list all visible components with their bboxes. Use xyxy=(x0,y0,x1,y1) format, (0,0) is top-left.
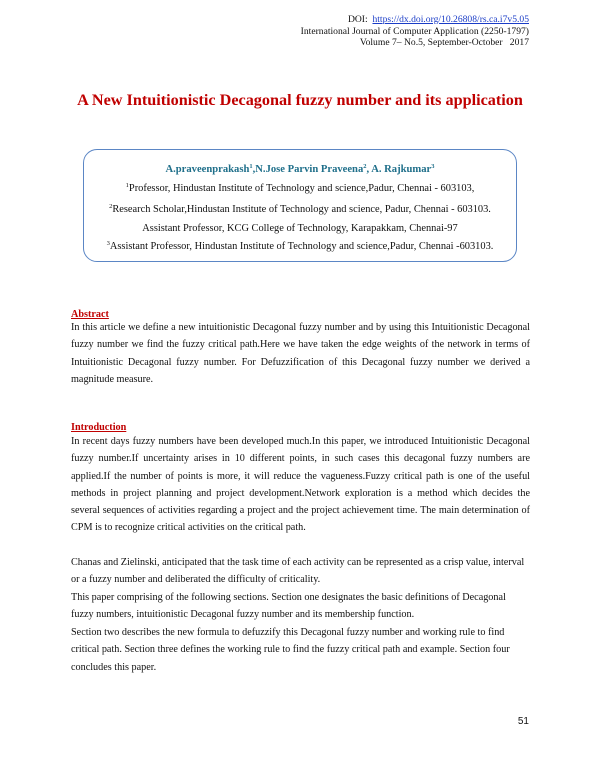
author-name-1: A.praveenprakash xyxy=(165,164,250,175)
journal-name: International Journal of Computer Application (2250-1797) xyxy=(300,25,529,37)
affiliation-text-4: Assistant Professor, Hindustan Institute of Technology and science,Padur, Chennai -603103. xyxy=(109,241,494,252)
intro-paragraph-3: This paper comprising of the following sections. Section one designates the basic definitions of Decagonal fuzzy numbers, intuitionistic Decagonal fuzzy number and its membership function. xyxy=(71,592,506,621)
author-name-3: , A. Rajkumar xyxy=(366,164,432,175)
author-name-2: ,N.Jose Parvin Praveena xyxy=(252,164,364,175)
paper-title: A New Intuitionistic Decagonal fuzzy number and its application xyxy=(77,91,523,109)
affiliation-sup-1: 1 xyxy=(125,182,129,189)
affiliation-sup-4: 3 xyxy=(106,240,110,247)
doi-label: DOI: xyxy=(347,14,368,25)
author-list xyxy=(0,164,600,175)
affiliation-3 xyxy=(0,223,600,234)
affiliation-1 xyxy=(0,183,600,194)
author-sup-3: 3 xyxy=(431,163,435,170)
intro-paragraph-1: In recent days fuzzy numbers have been developed much.In this paper, we introduced Intuitionistic Decagonal fuzzy number.If uncertainty arises in 10 different points, in such cases this decagonal fuzzy numbers are applied.If the number of points is more, it will reduce the vagueness.Fuzzy critical path is one of the useful methods in project planning and project development.Network exploration is a method which decides the several sequences of activities regarding a project and the project achievement time. The main determination of CPM is to recognize critical activities on the critical path. xyxy=(71,436,530,534)
intro-paragraph-2: Chanas and Zielinski, anticipated that the task time of each activity can be represented as a crisp value, interval or a fuzzy number and deliberated the difficulty of criticality. xyxy=(71,557,525,586)
introduction-heading: Introduction xyxy=(71,422,127,433)
affiliation-text-1: Professor, Hindustan Institute of Technology and science,Padur, Chennai - 603103, xyxy=(128,183,475,194)
author-sup-2: 2 xyxy=(363,163,367,170)
doi-link[interactable]: https://dx.doi.org/10.26808/rs.ca.i7v5.05 xyxy=(372,14,529,25)
affiliation-text-3: Assistant Professor, KCG College of Technology, Karapakkam, Chennai-97 xyxy=(142,223,458,234)
intro-paragraph-4: Section two describes the new formula to defuzzify this Decagonal fuzzy number and working rule to find critical path. Section three defines the working rule to find the fuzzy critical path and example. Section four concludes this paper. xyxy=(71,627,510,673)
affiliation-2 xyxy=(0,204,600,215)
affiliation-sup-2: 2 xyxy=(109,203,113,210)
affiliation-4 xyxy=(0,241,600,252)
author-sup-1: 1 xyxy=(249,163,253,170)
journal-header xyxy=(301,14,529,49)
affiliation-text-2: Research Scholar,Hindustan Institute of Technology and science, Padur, Chennai - 603103. xyxy=(112,204,491,215)
abstract-text: In this article we define a new intuitionistic Decagonal fuzzy number and by using this Intuitionistic Decagonal fuzzy number we find the fuzzy critical path.Here we have taken the edge weights of the network in terms of Intuitionistic Decagonal fuzzy number. For Defuzzification of this Decagonal fuzzy number we derived a magnitude measure. xyxy=(71,322,530,385)
abstract-heading: Abstract xyxy=(71,309,109,320)
page-number: 51 xyxy=(517,716,529,727)
journal-volume: Volume 7– No.5, September-October 2017 xyxy=(359,37,529,48)
doi-line xyxy=(301,14,529,26)
